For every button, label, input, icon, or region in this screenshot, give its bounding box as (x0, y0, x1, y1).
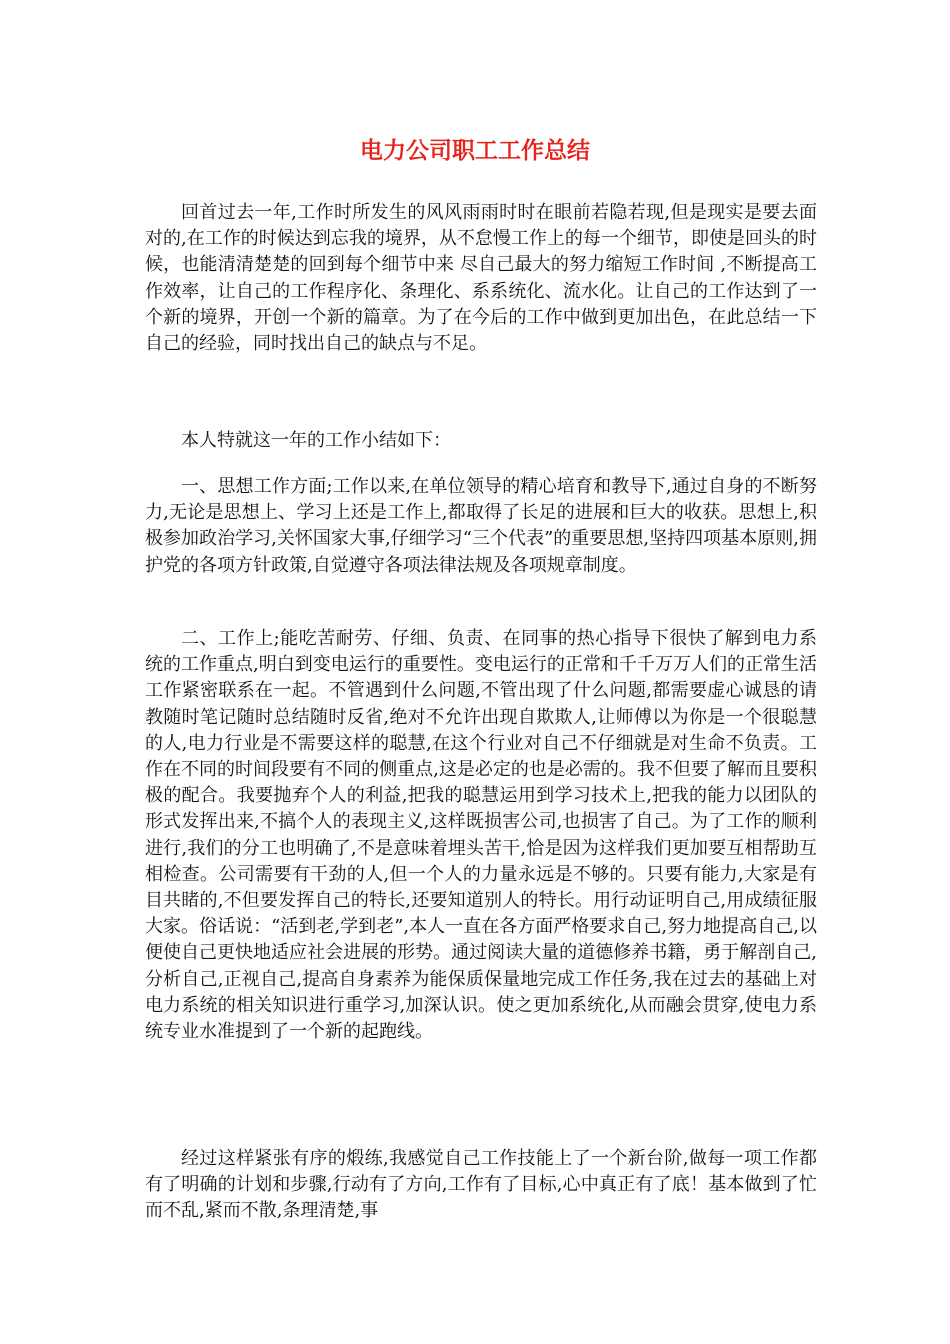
paragraph-ideology: 一、思想工作方面;工作以来,在单位领导的精心培育和教导下,通过自身的不断努力,无论是思想上、学习上还是工作上,都取得了长足的进展和巨大的收获。思想上,积极参加政治学习,关怀国家大事,仔细学习“三个代表”的重要思想,坚持四项基本原则,拥护党的各项方针政策,自觉遵守各项法律法规及各项规章制度。 (145, 476, 817, 576)
paragraph-work: 二、工作上;能吃苦耐劳、仔细、负责、在同事的热心指导下很快了解到电力系统的工作重点,明白到变电运行的重要性。变电运行的正常和千千万万人们的正常生活工作紧密联系在一起。不管遇到什么问题,不管出现了什么问题,都需要虚心诚恳的请教随时笔记随时总结随时反省,绝对不允许出现自欺欺人,让师傅以为你是一个很聪慧的人,电力行业是不需要这样的聪慧,在这个行业对自己不仔细就是对生命不负责。工作在不同的时间段要有不同的侧重点,这是必定的也是必需的。我不但要了解而且要积极的配合。我要抛弃个人的利益,把我的聪慧运用到学习技术上,把我的能力以团队的形式发挥出来,不搞个人的表现主义,这样既损害公司,也损害了自己。为了工作的顺利进行,我们的分工也明确了,不是意味着埋头苦干,恰是因为这样我们更加要互相帮助互相检查。公司需要有干劲的人,但一个人的力量永远是不够的。只要有能力,大家是有目共睹的,不但要发挥自己的特长,还要知道别人的特长。用行动证明自己,用成绩征服大家。俗话说：“活到老,学到老”,本人一直在各方面严格要求自己,努力地提高自己,以便使自己更快地适应社会进展的形势。通过阅读大量的道德修养书籍，勇于解剖自己,分析自己,正视自己,提高自身素养为能保质保量地完成工作任务,我在过去的基础上对电力系统的相关知识进行重学习,加深认识。使之更加系统化,从而融会贯穿,使电力系统专业水准提到了一个新的起跑线。 (145, 628, 817, 1043)
paragraph-summary-lead: 本人特就这一年的工作小结如下： (181, 430, 451, 451)
paragraph-intro: 回首过去一年,工作时所发生的风风雨雨时时在眼前若隐若现,但是现实是要去面对的,在工作的时候达到忘我的境界，从不怠慢工作上的每一个细节，即使是回头的时候，也能清清楚楚的回到每个细节中来 尽自己最大的努力缩短工作时间 ,不断提高工作效率，让自己的工作程序化、条理化、系系统化、流水化。让自己的工作达到了一个新的境界，开创一个新的篇章。为了在今后的工作中做到更加出色，在此总结一下自己的经验，同时找出自己的缺点与不足。 (145, 202, 817, 355)
paragraph-training: 经过这样紧张有序的煅练,我感觉自己工作技能上了一个新台阶,做每一项工作都有了明确的计划和步骤,行动有了方向,工作有了目标,心中真正有了底！基本做到了忙而不乱,紧而不散,条理清楚,事 (145, 1148, 817, 1222)
document-title: 电力公司职工工作总结 (360, 138, 590, 164)
